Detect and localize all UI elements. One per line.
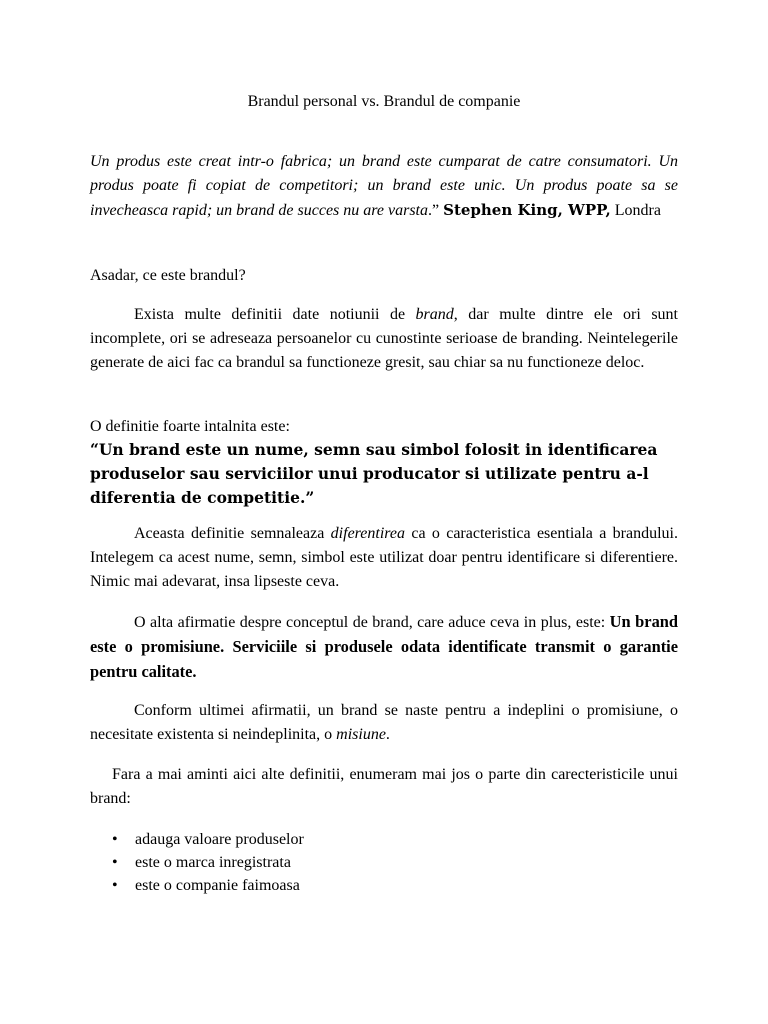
list-item-text: este o marca inregistrata bbox=[135, 854, 291, 871]
bullet-icon: • bbox=[112, 831, 118, 848]
quote-author: Stephen King, WPP, bbox=[443, 201, 611, 219]
list-item-text: adauga valoare produselor bbox=[135, 831, 304, 848]
paragraph-text: O alta afirmatie despre conceptul de brand, care aduce ceva in plus, este: bbox=[134, 614, 606, 631]
paragraph-text: . bbox=[385, 726, 390, 743]
list-item bbox=[90, 874, 304, 897]
document-title: Brandul personal vs. Brandul de companie bbox=[247, 93, 521, 110]
quote-location: Londra bbox=[614, 202, 661, 219]
paragraph-mission bbox=[90, 699, 678, 747]
paragraph-text: Aceasta definitie semnaleaza bbox=[134, 525, 331, 542]
paragraph-definitions bbox=[90, 303, 678, 375]
paragraph-differentiation bbox=[90, 522, 678, 594]
quote-text: Un produs este creat intr-o fabrica; un brand este cumparat de catre consumatori. Un produs poate fi copiat de competitori; un brand este unic. Un produs poate sa se invecheasca rapid; un brand de succes nu are varsta bbox=[90, 153, 678, 219]
list-item bbox=[90, 828, 304, 851]
emphasis-term: brand bbox=[415, 306, 454, 323]
characteristics-list bbox=[90, 828, 304, 897]
emphasis-term: misiune bbox=[336, 726, 386, 743]
definition-quote: “Un brand este un nume, semn sau simbol folosit in identificarea produselor sau serviciilor unui producator si utilizate pentru a-l diferentia de competitie.” bbox=[90, 440, 658, 507]
paragraph-text: Exista multe definitii date notiunii de bbox=[134, 306, 416, 323]
paragraph-characteristics: Fara a mai aminti aici alte definitii, enumeram mai jos o parte din carecteristicile unui brand: bbox=[90, 766, 678, 807]
question-line: Asadar, ce este brandul? bbox=[90, 267, 246, 284]
paragraph-promise bbox=[90, 610, 678, 685]
quote-close: .” bbox=[428, 202, 440, 219]
bullet-icon: • bbox=[112, 854, 118, 871]
bullet-icon: • bbox=[112, 877, 118, 894]
paragraph-text: , dar multe dintre ele ori sunt incomplete, ori se adreseaza persoanelor cu cunostinte serioase de branding. Neintelegerile generate de aici fac ca brandul sa functioneze gresit, sau chiar sa nu functioneze deloc. bbox=[90, 306, 678, 371]
opening-quote bbox=[90, 150, 678, 223]
emphasis-term: diferentirea bbox=[330, 525, 406, 542]
list-item-text: este o companie faimoasa bbox=[135, 877, 300, 894]
list-item bbox=[90, 851, 304, 874]
paragraph-text: ca o caracteristica esentiala a brandului. Intelegem ca acest nume, semn, simbol este utilizat doar pentru identificare si diferentiere. Nimic mai adevarat, insa lipseste ceva. bbox=[90, 525, 678, 590]
promise-statement: Un brand este o promisiune. Serviciile si produsele odata identificate transmit o garantie pentru calitate. bbox=[90, 612, 678, 681]
paragraph-text: Conform ultimei afirmatii, un brand se naste pentru a indeplini o promisiune, o necesitate existenta si neindeplinita, o bbox=[90, 702, 678, 743]
definition-intro: O definitie foarte intalnita este: bbox=[90, 418, 290, 435]
